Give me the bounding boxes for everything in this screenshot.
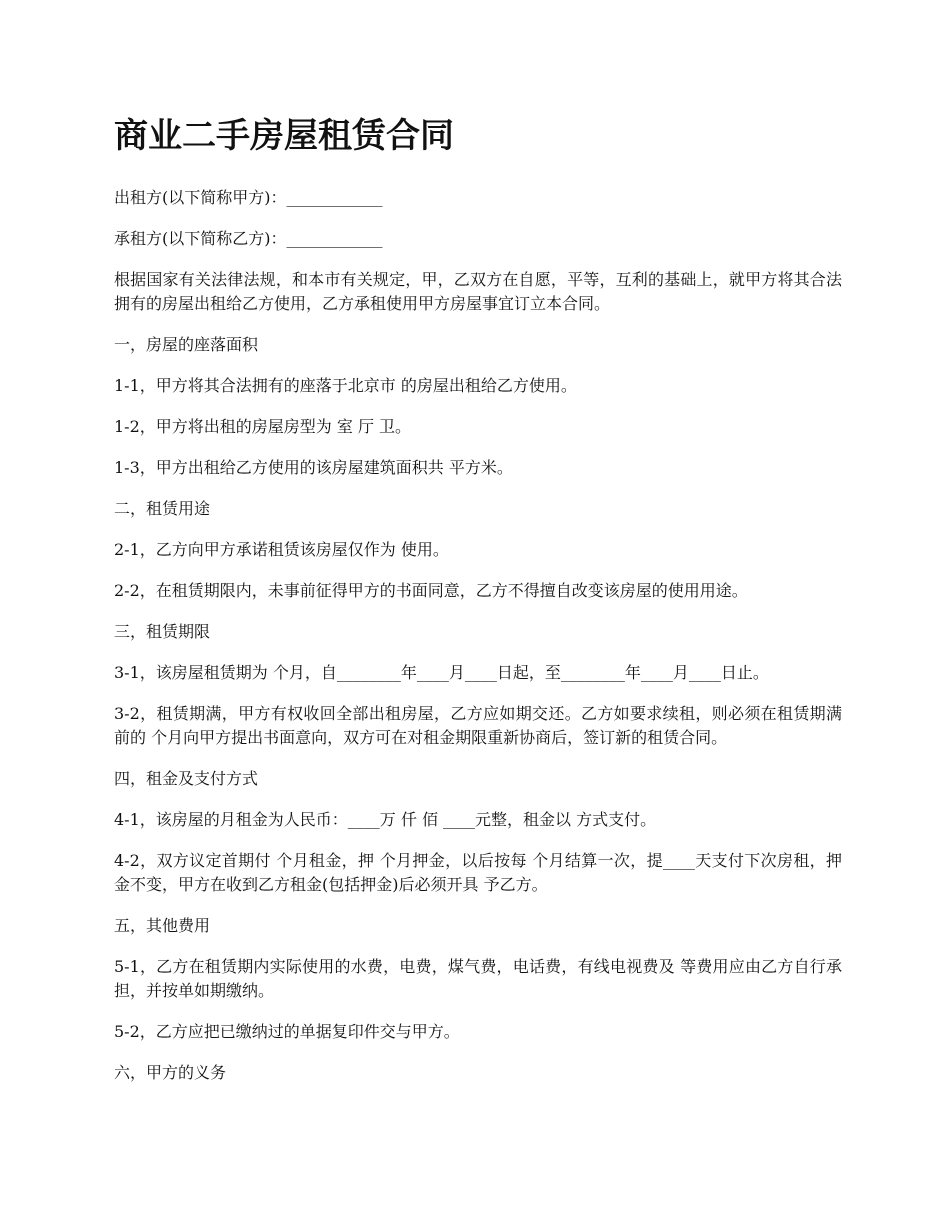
clause-2-2: 2-2，在租赁期限内，未事前征得甲方的书面同意，乙方不得擅自改变该房屋的使用用途。 xyxy=(114,581,748,600)
section-heading-5: 五，其他费用 xyxy=(114,916,211,935)
clause-1-2: 1-2，甲方将出租的房屋房型为 室 厅 卫。 xyxy=(114,417,412,436)
section-heading-3: 三，租赁期限 xyxy=(114,622,211,641)
clause-2-1: 2-1，乙方向甲方承诺租赁该房屋仅作为 使用。 xyxy=(114,540,449,559)
clause-1-1: 1-1，甲方将其合法拥有的座落于北京市 的房屋出租给乙方使用。 xyxy=(114,376,577,395)
section-heading-2: 二，租赁用途 xyxy=(114,499,211,518)
lessor-line: 出租方(以下简称甲方)：____________ xyxy=(114,188,383,207)
document-title: 商业二手房屋租赁合同 xyxy=(114,116,454,156)
clause-1-3: 1-3，甲方出租给乙方使用的该房屋建筑面积共 平方米。 xyxy=(114,458,513,477)
clause-3-2: 3-2，租赁期满，甲方有权收回全部出租房屋，乙方应如期交还。乙方如要求续租，则必须在租赁期满前的 个月向甲方提出书面意向，双方可在对租金期限重新协商后，签订新的租赁合同。 xyxy=(114,704,842,747)
clause-4-2: 4-2，双方议定首期付 个月租金，押 个月押金，以后按每 个月结算一次，提____天支付下次房租，押金不变，甲方在收到乙方租金(包括押金)后必须开具 予乙方。 xyxy=(114,851,842,894)
section-heading-4: 四，租金及支付方式 xyxy=(114,769,259,788)
intro-paragraph: 根据国家有关法律法规，和本市有关规定，甲，乙双方在自愿，平等，互利的基础上，就甲方将其合法拥有的房屋出租给乙方使用，乙方承租使用甲方房屋事宜订立本合同。 xyxy=(114,270,842,313)
clause-3-1: 3-1，该房屋租赁期为 个月，自________年____月____日起，至________年____月____日止。 xyxy=(114,663,769,682)
document-page xyxy=(114,108,842,1102)
lessee-line: 承租方(以下简称乙方)：____________ xyxy=(114,229,383,248)
section-heading-1: 一，房屋的座落面积 xyxy=(114,335,259,354)
clause-4-1: 4-1，该房屋的月租金为人民币：____万 仟 佰 ____元整，租金以 方式支付。 xyxy=(114,810,657,829)
section-heading-6: 六，甲方的义务 xyxy=(114,1063,227,1082)
clause-5-2: 5-2，乙方应把已缴纳过的单据复印件交与甲方。 xyxy=(114,1022,460,1041)
clause-5-1: 5-1，乙方在租赁期内实际使用的水费，电费，煤气费，电话费，有线电视费及 等费用应由乙方自行承担，并按单如期缴纳。 xyxy=(114,957,842,1000)
